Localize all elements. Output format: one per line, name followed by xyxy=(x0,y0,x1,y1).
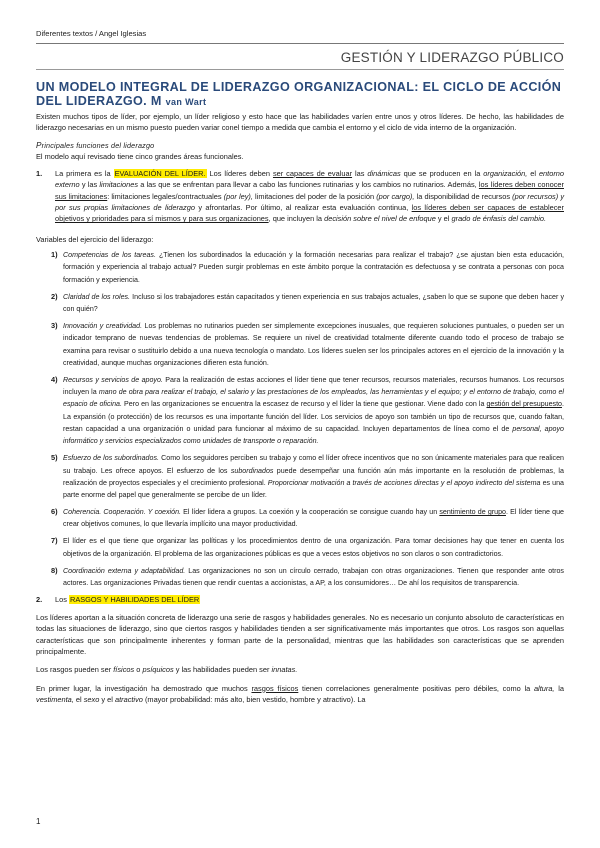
title-main: UN MODELO INTEGRAL DE LIDERAZGO ORGANIZACIONAL: EL CICLO DE ACCIÓN DEL LIDERAZGO. M xyxy=(36,80,562,109)
course-title: GESTIÓN Y LIDERAZGO PÚBLICO xyxy=(340,50,564,65)
title-divider xyxy=(36,69,564,70)
list-item: 1) Competencias de los tareas. ¿Tienen los subordinados la educación y la formación necesarias para realizar el trabajo? ¿se ajustan bien esta educación, formación y experiencia al trabajo actual? Pueden surgir problemas en este ámbito porque la contratación es defectuosa y se contrata a personas con poca formación y experiencia. xyxy=(51,250,564,284)
list-item: 7) El líder es el que tiene que organizar las políticas y los procedimientos dentro de una organización. Para tomar decisiones hay que tener en cuenta los objetivos de la organización. El problema de las organizaciones públicas es que a veces estos objetivos no son claros o son contradictorios. xyxy=(51,536,564,558)
document-body xyxy=(36,111,564,705)
section-heading: Principales funciones del liderazgo xyxy=(36,140,155,150)
variables-title: Variables del ejercicio del liderazgo: xyxy=(36,234,154,244)
rasgos-paragraph: Los líderes aportan a la situación concreta de liderazgo una serie de rasgos y habilidades generales. No es necesario un conjunto absoluto de características en todas las situaciones de liderazgo, sino que ciertos rasgos y habilidades tienden a ser significativamente más importantes que otros. Los rasgos son aquellas características que son principalmente inherentes y forman parte de la personalidad, mientras que las habilidades son características que se aprenden principalmente. xyxy=(36,613,564,657)
point-evaluacion: 1. La primera es la EVALUACIÓN DEL LÍDER. Los líderes deben ser capaces de evaluar las dinámicas que se producen en la organización, el entorno externo y las limitaciones a las que se enfrentan para llevar a cabo las funciones rutinarias y los cambios no rutinarios. Además, los líderes deben conocer sus limitaciones: limitaciones legales/contractuales (por ley), limitaciones del poder de la posición (por cargo), la disponibilidad de recursos (por recursos) y por sus propias limitaciones de liderazgo y afrontarlas. Por último, al realizar esta evaluación continua, los líderes deben ser capaces de establecer objetivos y prioridades para sí mismos y para sus organizaciones, que incluyen la decisión sobre el nivel de enfoque y el grado de énfasis del cambio. xyxy=(36,169,565,224)
list-item: 5) Esfuerzo de los subordinados. Como los seguidores perciben su trabajo y como el líder ofrece incentivos que no son únicamente materiales para que realicen su trabajo. Les ofrece apoyos. El esfuerzo de los subordinados puede desempeñar una función aún más importante en la resolución de problemas, la realización de proyectos especiales y el crecimiento profesional. Proporcionar motivación a través de acciones directas y el apoyo indirecto del sistema es una parte enorme del papel que generalmente se percibe de un líder. xyxy=(51,453,564,500)
physical-traits-paragraph: En primer lugar, la investigación ha demostrado que muchos rasgos físicos tienen correlaciones generalmente positivas pero débiles, como la altura, la vestimenta, el sexo y el atractivo (mayor probabilidad: más alto, bien vestido, hombre y atractivo). La xyxy=(36,683,564,705)
document-title xyxy=(36,80,564,110)
point-number: 1. xyxy=(36,169,43,179)
intro-paragraph: Existen muchos tipos de líder, por ejemplo, un líder religioso y esto hace que las habilidades varíen entre unos y otros líderes. De hecho, las habilidades de liderazgo necesarias en un mismo puesto pueden variar conel tiempo a medida que cambia el entorno y el ciclo de vida interno de la organización. xyxy=(36,112,564,133)
list-item: 3) Innovación y creatividad. Los problemas no rutinarios pueden ser simplemente excepciones inusuales, que requieren soluciones puntuales, o pueden ser un indicador temprano de nuevas tendencias de problemas. Se requiere un nivel de creatividad totalmente diferente cuando todo el proceso de trabajo se examina para revisar o sustituirlo debido a una nueva tecnología o mandato. Los líderes suelen ser los principales actores en el ejercicio de la innovación y la creatividad, aunque muchas organizaciones difieren esta función. xyxy=(51,320,565,367)
list-item: 2) Claridad de los roles. Incluso si los trabajadores están capacitados y tienen experiencia en sus trabajos actuales, ¿saben lo que se supone que deben hacer y con quién? xyxy=(51,291,564,313)
page-number: 1 xyxy=(36,817,41,826)
section-intro: El modelo aquí revisado tiene cinco grandes áreas funcionales. xyxy=(36,151,244,161)
list-item: 8) Coordinación externa y adaptabilidad. Las organizaciones no son un círculo cerrado, trabajan con otras organizaciones. Tienen que responder ante otros actores. Las organizaciones Privadas tienen que rendir cuentas a accionistas, a AP, a los consumidores… De ahí los requisitos de transparencia. xyxy=(51,565,564,587)
list-item: 6) Coherencia. Cooperación. Y coexión. El líder lidera a grupos. La coexión y la cooperación se consigue cuando hay un sentimiento de grupo. El líder tiene que crear objetivos comunes, lo que llevaría implícito una mayor productividad. xyxy=(51,507,564,529)
title-author: van Wart xyxy=(165,97,207,108)
header-divider xyxy=(36,43,564,44)
point-rasgos: 2. Los RASGOS Y HABILIDADES DEL LÍDER xyxy=(36,594,200,604)
point-number: 2. xyxy=(36,594,43,604)
variables-list xyxy=(36,249,564,589)
highlight-rasgos: RASGOS Y HABILIDADES DEL LÍDER xyxy=(69,594,200,604)
document-page xyxy=(36,0,564,848)
list-item: 4) Recursos y servicios de apoyo. Para la realización de estas acciones el líder tiene que tener recursos, recursos materiales, recursos humanos. Los recursos incluyen la mano de obra para realizar el trabajo, el salario y las prestaciones de los empleados, las herramientas y el equipo; y el entorno de trabajo, como el espacio de oficina. Pero en las organizaciones se encuentra la escasez de recurso y el líder la tiene que gestionar. Viene dado con la gestión del presupuesto. La expansión (o protección) de los recursos es una importante función del líder. Los servicios de apoyo son también un tipo de recursos que, cuando faltan, restan capacidad a una organización o unidad para funcionar al máximo de su capacidad. Incluyen departamentos de línea como el de personal, apoyo informático y servicios especializados como unidades de transporte o reparación. xyxy=(51,374,564,446)
highlight-evaluacion: EVALUACIÓN DEL LÍDER. xyxy=(114,169,206,179)
running-header: Diferentes textos / Angel Iglesias xyxy=(36,29,147,38)
rasgos-types-paragraph: Los rasgos pueden ser físicos o psíquicos y las habilidades pueden ser innatas. xyxy=(36,665,298,675)
